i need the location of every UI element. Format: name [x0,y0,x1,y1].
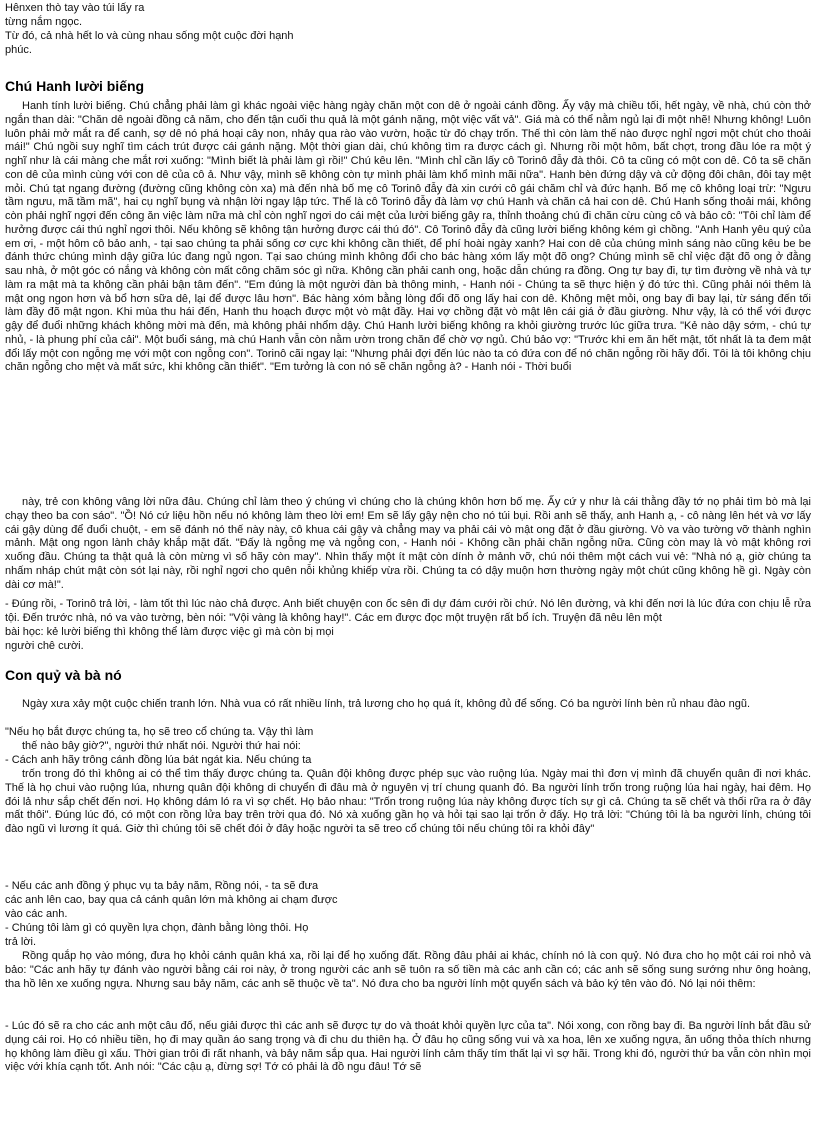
intro-line-4: phúc. [5,44,32,56]
story-paragraph: Rồng quắp họ vào móng, đưa họ khỏi cánh quân khá xa, rồi lại để họ xuống đất. Rồng đâu phải ai khác, chính nó là con quỷ. Nó đưa cho họ một cái roi nhỏ và bảo: "Các anh hãy tự đánh vào người bằng cái roi này, ở trong người các anh sẽ tuôn ra số tiền mà các anh cần có; các anh sẽ sống sung sướng như ông hoàng, tha hồ lên xe xuống ngựa. Nhưng sau bảy năm, các anh sẽ thuộc về ta". Nó đưa cho ba người lính một quyển sách và bảo ký tên vào đó. Nó lại nói thêm: [5,950,811,990]
story-lesson-line: người chê cười. [5,640,84,652]
story-lesson-line: bài học: kẻ lười biếng thì không thể làm được việc gì mà còn bị mọi [5,626,334,638]
dialogue-line: - Cách anh hãy trông cánh đồng lúa bát ngát kia. Nếu chúng ta [5,754,312,766]
dialogue-line: - Chúng tôi làm gì có quyền lựa chọn, đành bằng lòng thôi. Họ [5,922,309,934]
dialogue-line: - Nếu các anh đồng ý phục vụ ta bảy năm, Rồng nói, - ta sẽ đưa [5,880,319,892]
dialogue-line: trả lời. [5,936,37,948]
story-title: Chú Hanh lười biếng [5,78,145,94]
story-paragraph: này, trẻ con không vâng lời nữa đâu. Chúng chỉ làm theo ý chúng vì chúng cho là chúng khôn hơn bố mẹ. Ấy cứ y như là cái thằng đầy tớ nọ phải tìm bò mà lại chạy theo ba con sáo". "Ồ! Nó cứ liệu hồn nếu nó không làm theo lời em! Em sẽ lấy gậy nện cho nó túi bụi. Rồi anh sẽ thấy, anh Hanh ạ, - cô nàng lên hét và vơ lấy cái gậy dùng để đuổi chuột, - em sẽ đánh nó thế này này, cô khua cái gậy và chẳng may va phải cái vò mật ong đặt ở đầu giường. Vò va vào tường vỡ thành nghìn mảnh. Mật ong ngon lành chảy khắp mặt đất. "Đấy là ngỗng mẹ và ngỗng con, - Hanh nói - Không cần phải chăn ngỗng nữa. Cũng còn may là vò mật không rơi xuống đầu. Chúng ta thật quả là còn mừng vì số hãy còn may". Nhìn thấy một ít mật còn dính ở mảnh vỡ, chú nói thêm một cách vui vẻ: "Nhà nó ạ, giờ chúng ta nhấm nháp chút mật còn sót lại này, rồi nghỉ ngơi cho quên nỗi khủng khiếp vừa rồi. Chúng ta có dậy muộn hơn thường ngày một chút cũng không hề gì. Ngày còn dài cơ mà!". [5,496,811,591]
dialogue-line: các anh lên cao, bay qua cả cánh quân lớn mà không ai chạm được [5,894,338,906]
story-paragraph: - Lúc đó sẽ ra cho các anh một câu đố, nếu giải được thì các anh sẽ được tự do và thoát khỏi quyền lực của ta". Nói xong, con rồng bay đi. Ba người lính bắt đầu sử dụng cái roi. Họ có nhiều tiền, họ đi may quần áo sang trọng và đi chu du thiên hạ. Ở đâu họ cũng sống vui và xa hoa, lên xe xuống ngựa, ăn uống thỏa thích nhưng họ không làm điều gì xấu. Thời gian trôi đi rất nhanh, và bảy năm sắp qua. Hai người lính cảm thấy tím thất lại vì sợ hãi. Trong khi đó, người thứ ba vẫn còn nhìn mọi việc với khía cạnh tốt. Anh nói: "Các cậu ạ, đừng sợ! Tớ có phải là đồ ngu đâu! Tớ sẽ [5,1020,811,1074]
intro-line-3: Từ đó, cả nhà hết lo và cùng nhau sống một cuộc đời hạnh [5,30,294,42]
story-paragraph: - Đúng rồi, - Torinô trả lời, - làm tốt thì lúc nào chả được. Anh biết chuyện con ốc sên đi dự đám cưới rồi chứ. Nó lên đường, và khi đến nơi là lúc đứa con chịu lễ rửa tội. Đến trước nhà, nó va vào tường, bèn nói: "Vội vàng là không hay!". Các em được đọc một truyện rất bổ ích. Truyện đã nêu lên một [5,598,811,624]
story-paragraph: trốn trong đó thì không ai có thể tìm thấy được chúng ta. Quân đội không được phép sục vào ruộng lúa. Ngày mai thì đơn vị mình đã chuyển quân đi nơi khác. Thế là họ chui vào ruộng lúa, nhưng quân đội không di chuyển đi đâu mà ở nguyên vị trí chung quanh đó. Ba người lính trốn trong ruộng lúa hai ngày, hai đêm. Họ đói lả như sắp chết đến nơi. Họ không dám ló ra vì sợ chết. Họ bảo nhau: "Trốn trong ruộng lúa này không được tích sự gì cả. Chúng ta sẽ chết và thối rữa ra ở đây mất thôi". Đúng lúc đó, có một con rồng lửa bay trên trời qua đó. Nó xà xuống gần họ và hỏi tại sao lại trốn ở đấy. Họ trả lời: "Chúng tôi là ba người lính, chúng tôi đào ngũ vì lương ít quá. Giờ thì chúng tôi sẽ chết đói ở đây hoặc người ta sẽ treo cổ chúng tôi nếu chúng tôi ra khỏi đây" [5,768,811,835]
story-paragraph: Hanh tính lười biếng. Chú chẳng phải làm gì khác ngoài việc hàng ngày chăn một con dê ở ngoài cánh đồng. Ấy vậy mà chiều tối, hết ngày, về nhà, chú còn thở ngắn than dài: "Chăn dê ngoài đồng cả năm, cho đến tận cuối thu quả là một gánh nặng, một việc vất vả". Giá mà có thể nằm ngủ lại đi một nhẽ! Nhưng không! Luôn luôn phải mở mắt ra để canh, sợ dê nó phá hoại cây non, nhảy qua rào vào vườn, hoặc từ đó chạy trốn. Thế thì còn làm thế nào được nghỉ ngơi một chút cho thoải mái!" Chú ngồi suy nghĩ tìm cách trút được cái gánh nặng. Một thời gian dài, chú không tìm ra được cách gì. Nhưng rồi một hôm, bất chợt, trong đầu lóe ra một ý nghĩ như là cái màng che mắt rơi xuống: "Mình biết là phải làm gì rồi!" Chú kêu lên. "Mình chỉ cần lấy cô Torinô đẫy đà thôi. Cô ta cũng có một con dê. Cô ta sẽ chăn con dê của mình cùng với con dê của cô ả. Như vậy, mình sẽ không còn tự mình phải làm khổ mình mãi nữa". Hanh bèn đứng dậy và cử động đôi chân, đôi tay mệt mỏi. Chú tạt ngang đường (đường cũng không còn xa) mà đến nhà bố mẹ cô Torinô đẫy đà xin cưới cô gái chăm chỉ và đức hạnh. Bố mẹ cô không loại trừ: "Ngưu tầm ngưu, mã tầm mã", hai cụ nghĩ bụng và nhận lời ngay lập tức. Thế là cô Torinô đẫy đà làm vợ chú Hanh và chăn cả hai con dê. Chú Hanh sống thoải mái, không còn phải nghĩ ngợi đến công ăn việc làm nữa mà chỉ còn nghĩ ngơi do cái mệt của lười biếng gây ra, thỉnh thoảng chú đi chăn cừu cùng cô và bảo cô: "Tôi chỉ làm để hưởng được cái thú nghỉ ngơi thôi. Nếu không sẽ không tận hưởng được cái thú đó". Cô Torinô đẫy đà cũng lười biếng không kém gì chồng. "Anh Hanh yêu quý của em ơi, - một hôm cô bảo anh, - tại sao chúng ta phải sống cơ cực khi không cần thiết, để phí hoài ngày xanh? Hai con dê của chúng mình sáng nào cũng kêu be be đánh thức chúng mình dậy giữa lúc đang ngủ ngon. Tại sao chúng mình không đổi cho bác hàng xóm lấy một đõ ong? Chúng mình sẽ chỉ việc đặt đõ ong ở đằng sau nhà, ở một góc có nắng và không còn mất công chăm sóc gì nữa. Không cần phải canh ong, hoặc dẫn chúng ra đồng. Ong tự bay đi, tự tìm đường về nhà và tự làm ra mật mà ta không cần phải bận tâm đến". "Em đúng là một người đàn bà thông minh, - Hanh nói - Chúng ta sẽ thực hiện ý đó tức thì. Cũng phải nói thêm là mật ong ngon hơn và bổ hơn sữa dê, lại để được lâu hơn". Bác hàng xóm bằng lòng đổi đõ ong lấy hai con dê. Không mệt mỏi, ong bay đi bay lại, từ sáng đến tối làm đầy đõ mật ngon. Khi mùa thu hái đến, Hanh thu hoạch được một vò mật đầy. Hai vợ chồng đặt vò mật lên cái giá ở đầu giường. Như vậy, là có thể với được gậy để đuổi những khách không mời mà đến, mà không phải nhổm dậy. Chú Hanh lười biếng không ra khỏi giường trước lúc giữa trưa. "Kẻ nào dậy sớm, - chú tự nhủ, - là phung phí của cải". Một buổi sáng, mà chú Hanh vẫn còn nằm ườn trong chăn để chờ vợ ngủ. Chú bảo vợ: "Trước khi em ăn hết mật, tốt nhất là ta đem mật đổi lấy một con ngỗng mẹ với một con ngỗng con". Torinô cãi ngay lại: "Nhưng phải đợi đến lúc nào ta có đứa con để nó chăn ngỗng rồi hãy đổi. Tôi là tôi không chịu chăn ngỗng cho mệt và mất sức, khi không cần thiết". "Em tưởng là con nó sẽ chăn ngỗng à? - Hanh nói - Thời buổi [5,100,812,374]
dialogue-line: thế nào bây giờ?", người thứ nhất nói. Người thứ hai nói: [22,740,301,752]
story-paragraph: Ngày xưa xảy một cuộc chiến tranh lớn. Nhà vua có rất nhiều lính, trả lương cho họ quá ít, không đủ để sống. Có ba người lính bèn rủ nhau đào ngũ. [22,698,751,710]
intro-line-2: từng nắm ngọc. [5,16,83,28]
dialogue-line: vào các anh. [5,908,68,920]
dialogue-line: "Nếu họ bắt được chúng ta, họ sẽ treo cổ chúng ta. Vậy thì làm [5,726,314,738]
intro-line-1: Hênxen thò tay vào túi lấy ra [5,2,145,14]
story-title: Con quỷ và bà nó [5,667,122,683]
